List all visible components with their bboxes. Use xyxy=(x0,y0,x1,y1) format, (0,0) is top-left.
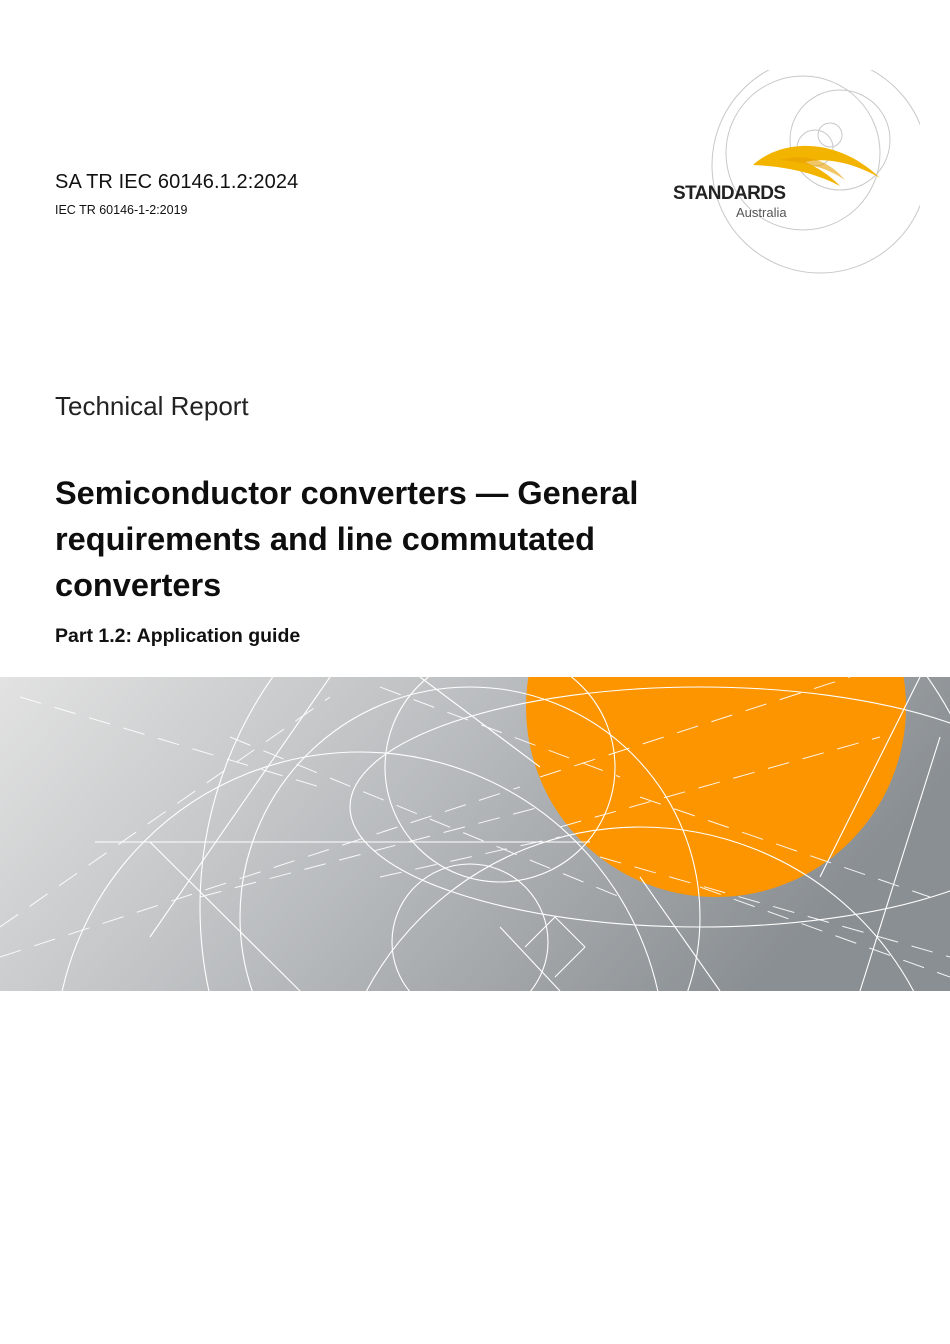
logo-brand-subtitle: Australia xyxy=(736,205,787,220)
standard-number: SA TR IEC 60146.1.2:2024 xyxy=(55,171,299,193)
document-title: Semiconductor converters — General requirements and line commutated converters xyxy=(55,475,639,603)
logo-brand-name: STANDARDS xyxy=(673,183,786,204)
cover-banner xyxy=(0,677,950,991)
document-type: Technical Report xyxy=(55,391,249,421)
iec-reference-number: IEC TR 60146-1-2:2019 xyxy=(55,203,188,217)
geometric-circles-banner-icon xyxy=(0,677,950,991)
document-part: Part 1.2: Application guide xyxy=(55,625,301,647)
